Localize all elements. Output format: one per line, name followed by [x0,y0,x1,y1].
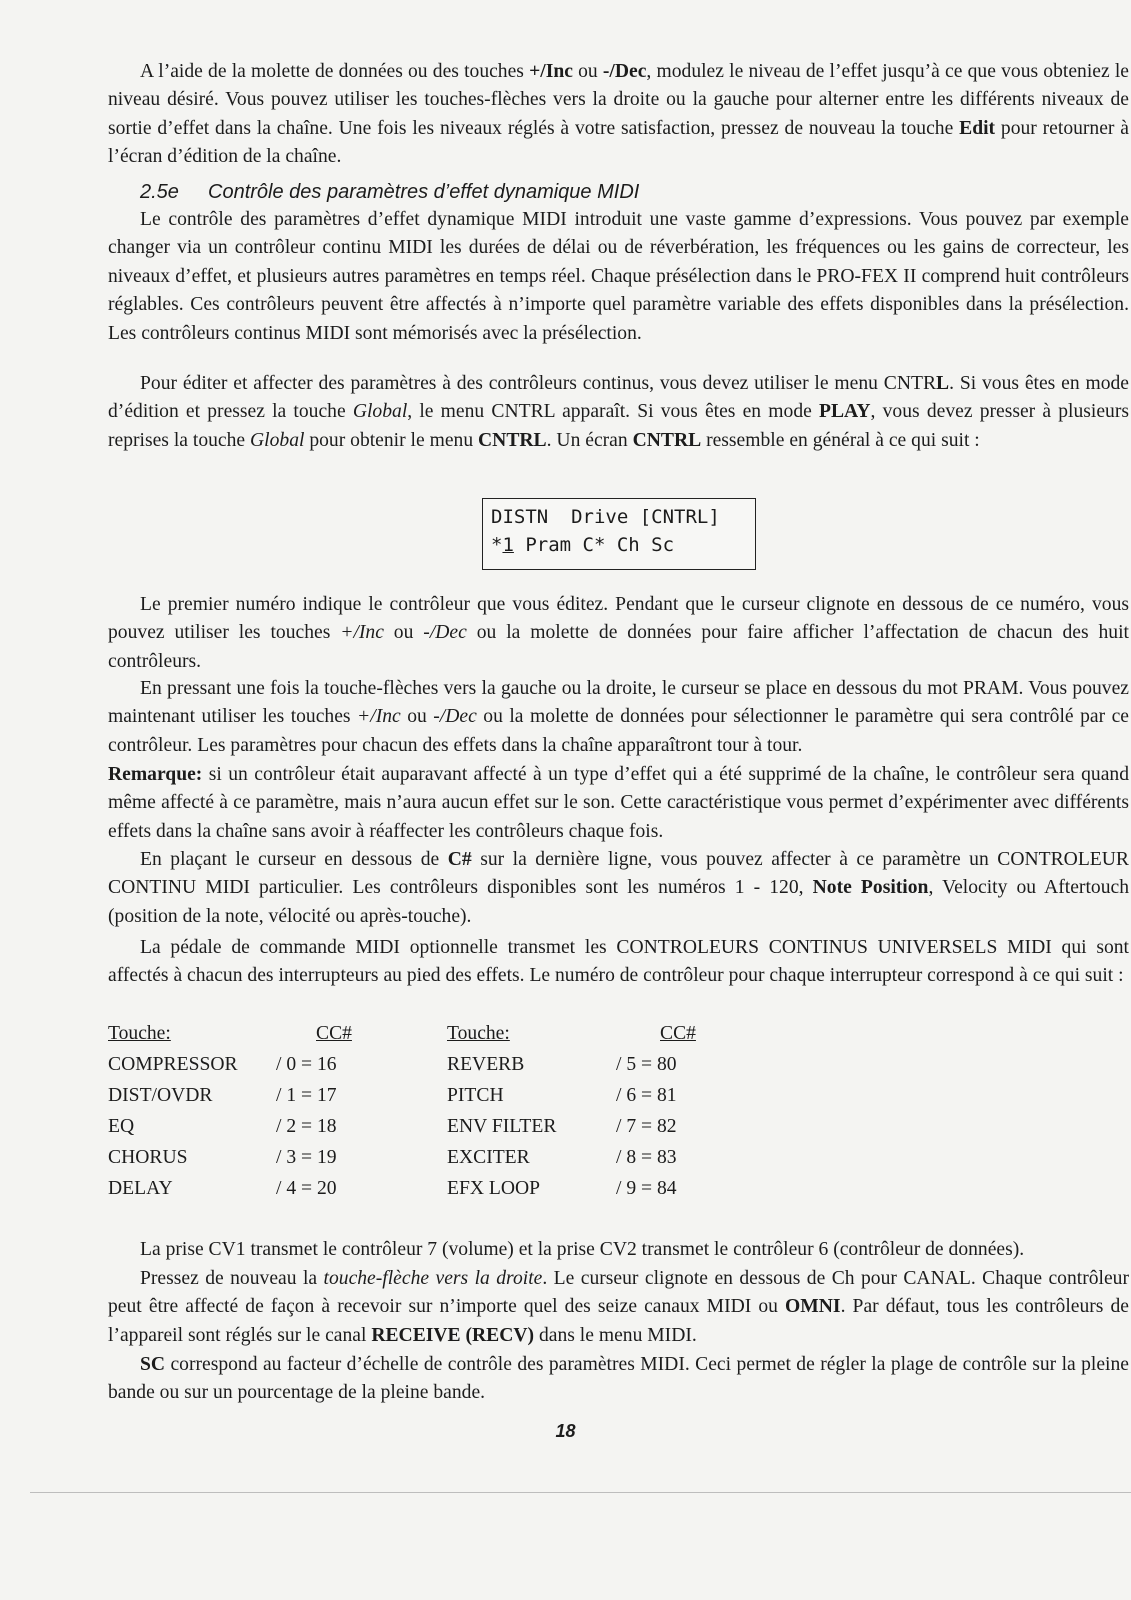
table-row-name: EQ [108,1116,135,1137]
paragraph-remarque: Remarque: si un contrôleur était auparavant affecté à un type d’effet qui a été supprimé de la chaîne, le contrôleur sera quand même affecté à ce paramètre, mais n’aura aucun effet sur le son. Cette caractéristique vous permet d’expérimenter avec différents effets dans la chaîne sans avoir à réaffecter les contrôleurs chaque fois. [108,764,1129,842]
table-row-cc: / 5 = 80 [616,1054,677,1075]
table-row-name: CHORUS [108,1147,188,1168]
paragraph-first-number: Le premier numéro indique le contrôleur que vous éditez. Pendant que le curseur clignote en dessous de ce numéro, vous pouvez utiliser les touches +/Inc ou -/Dec ou la molette de données pour faire afficher l’affectation de chacun des huit contrôleurs. [108,594,1129,672]
table-row-name: EXCITER [447,1147,530,1168]
paragraph-intro: Le contrôle des paramètres d’effet dynamique MIDI introduit une vaste gamme d’expressions. Vous pouvez par exemple changer via un contrôleur continu MIDI les durées de délai ou de réverbération, les fréquences ou les gains de correcteur, les niveaux d’effet, et plusieurs autres paramètres en temps réel. Chaque présélection dans le PRO-FEX II comprend huit contrôleurs réglables. Ces contrôleurs peuvent être affectés à n’importe quel paramètre variable des effets disponibles dans la présélection. Les contrôleurs continus MIDI sont mémorisés avec la présélection. [108,209,1129,344]
paragraph-cntrl-menu: Pour éditer et affecter des paramètres à des contrôleurs continus, vous devez utiliser le menu CNTRL. Si vous êtes en mode d’édition et pressez la touche Global, le menu CNTRL apparaît. Si vous êtes en mode PLAY, vous devez presser à plusieurs reprises la touche Global pour obtenir le menu CNTRL. Un écran CNTRL ressemble en général à ce qui suit : [108,373,1129,451]
table-row-name: COMPRESSOR [108,1054,238,1075]
page-number: 18 [555,1421,576,1441]
table-header-touche-right: Touche: [447,1023,510,1044]
paragraph-pedal: La pédale de commande MIDI optionnelle transmet les CONTROLEURS CONTINUS UNIVERSELS MIDI qui sont affectés à chacun des interrupteurs au pied des effets. Le numéro de contrôleur pour chaque interrupteur correspond à ce qui suit : [108,937,1129,987]
section-title: Contrôle des paramètres d’effet dynamique MIDI [208,181,640,203]
table-row-name: ENV FILTER [447,1116,557,1137]
paragraph-scale: SC correspond au facteur d’échelle de contrôle des paramètres MIDI. Ceci permet de régler la plage de contrôle sur la pleine bande ou sur un pourcentage de la pleine bande. [108,1354,1129,1404]
table-row-name: DELAY [108,1178,173,1199]
table-row-cc: / 3 = 19 [276,1147,337,1168]
table-row-cc: / 1 = 17 [276,1085,337,1106]
section-number: 2.5e [140,181,179,203]
table-header-cc-right: CC# [660,1023,696,1044]
table-row-name: PITCH [447,1085,504,1106]
section-heading [140,179,639,205]
table-row-name: DIST/OVDR [108,1085,213,1106]
table-row-cc: / 0 = 16 [276,1054,337,1075]
paragraph-cv: La prise CV1 transmet le contrôleur 7 (volume) et la prise CV2 transmet le contrôleur 6 (contrôleur de données). [140,1239,1025,1260]
lcd-line-1: DISTN Drive [CNTRL] [491,506,720,528]
paragraph-pram: En pressant une fois la touche-flèches vers la gauche ou la droite, le curseur se place en dessous du mot PRAM. Vous pouvez maintenant utiliser les touches +/Inc ou -/Dec ou la molette de données pour sélectionner le paramètre qui sera contrôlé par ce contrôleur. Les paramètres pour chacun des effets dans la chaîne apparaîtront tour à tour. [108,678,1129,756]
paragraph-level-adjust: A l’aide de la molette de données ou des touches +/Inc ou -/Dec, modulez le niveau de l’effet jusqu’à ce que vous obteniez le niveau désiré. Vous pouvez utiliser les touches-flèches vers la droite ou la gauche pour alterner entre les différents niveaux de sortie d’effet dans la chaîne. Une fois les niveaux réglés à votre satisfaction, pressez de nouveau la touche Edit pour retourner à l’écran d’édition de la chaîne. [108,61,1129,168]
table-row-cc: / 7 = 82 [616,1116,677,1137]
table-row-cc: / 6 = 81 [616,1085,677,1106]
paragraph-cc: En plaçant le curseur en dessous de C# sur la dernière ligne, vous pouvez affecter à ce paramètre un CONTROLEUR CONTINU MIDI particulier. Les contrôleurs disponibles sont les numéros 1 - 120, Note Position, Velocity ou Aftertouch (position de la note, vélocité ou après-touche). [108,849,1129,927]
table-header-touche-left: Touche: [108,1023,171,1044]
table-row-cc: / 4 = 20 [276,1178,337,1199]
table-row-name: REVERB [447,1054,525,1075]
paragraph-channel: Pressez de nouveau la touche-flèche vers la droite. Le curseur clignote en dessous de Ch pour CANAL. Chaque contrôleur peut être affecté de façon à recevoir sur n’importe quel des seize canaux MIDI ou OMNI. Par défaut, tous les contrôleurs de l’appareil sont réglés sur le canal RECEIVE (RECV) dans le menu MIDI. [108,1268,1129,1346]
table-row-cc: / 8 = 83 [616,1147,677,1168]
table-row-cc: / 2 = 18 [276,1116,337,1137]
lcd-line-2: *1 Pram C* Ch Sc [491,534,675,556]
lcd-cursor: 1 [502,534,514,556]
lcd-display [482,498,756,570]
page-edge-divider [30,1492,1131,1493]
table-row-name: EFX LOOP [447,1178,541,1199]
table-row-cc: / 9 = 84 [616,1178,677,1199]
table-header-cc-left: CC# [316,1023,352,1044]
